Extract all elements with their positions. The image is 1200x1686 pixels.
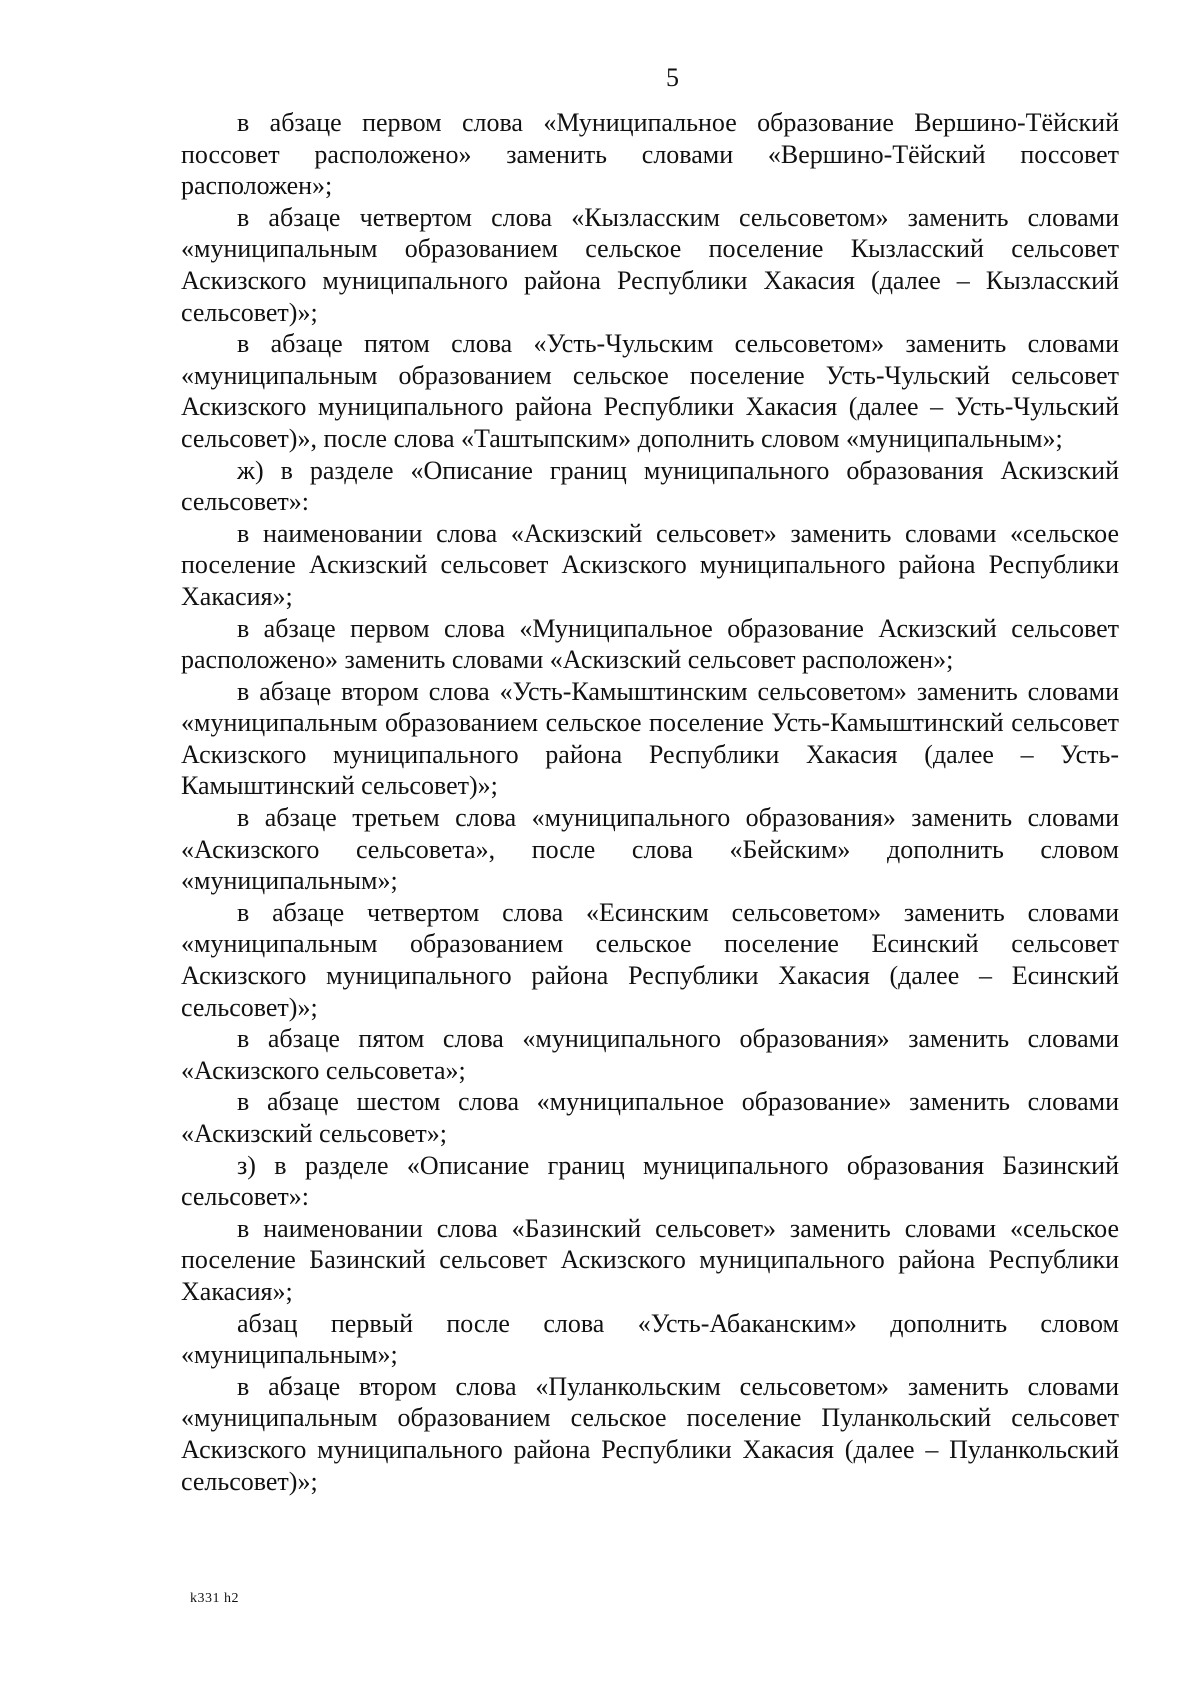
paragraph: в абзаце четвертом слова «Есинским сельсоветом» заменить словами «муниципальным образованием сельское поселение Есинский сельсовет Аскизского муниципального района Республики Хакасия (далее – Есинский сельсовет)»; (181, 897, 1119, 1022)
paragraph: в наименовании слова «Аскизский сельсовет» заменить словами «сельское поселение Аскизский сельсовет Аскизского муниципального района Республики Хакасия»; (181, 518, 1119, 611)
footer-code: k331 h2 (190, 1591, 239, 1606)
section-heading-paragraph: ж) в разделе «Описание границ муниципального образования Аскизский сельсовет»: (181, 455, 1119, 517)
paragraph: в абзаце первом слова «Муниципальное образование Аскизский сельсовет расположено» заменить словами «Аскизский сельсовет расположен»; (181, 613, 1119, 675)
paragraph: в абзаце втором слова «Пуланкольским сельсоветом» заменить словами «муниципальным образованием сельское поселение Пуланкольский сельсовет Аскизского муниципального района Республики Хакасия (далее – Пуланкольский сельсовет)»; (181, 1371, 1119, 1496)
section-heading-paragraph: з) в разделе «Описание границ муниципального образования Базинский сельсовет»: (181, 1150, 1119, 1212)
paragraph: в абзаце третьем слова «муниципального образования» заменить словами «Аскизского сельсовета», после слова «Бейским» дополнить словом «муниципальным»; (181, 803, 1119, 896)
paragraph: в абзаце втором слова «Усть-Камыштинским сельсоветом» заменить словами «муниципальным образованием сельское поселение Усть-Камыштинский сельсовет Аскизского муниципального района Республики Хакасия (далее – Усть-Камыштинский сельсовет)»; (181, 676, 1119, 801)
paragraph: в абзаце первом слова «Муниципальное образование Вершино-Тёйский поссовет расположено» заменить словами «Вершино-Тёйский поссовет расположен»; (181, 108, 1119, 201)
paragraph: в абзаце пятом слова «Усть-Чульским сельсоветом» заменить словами «муниципальным образованием сельское поселение Усть-Чульский сельсовет Аскизского муниципального района Республики Хакасия (далее – Усть-Чульский сельсовет)», после слова «Таштыпским» дополнить словом «муниципальным»; (181, 329, 1119, 453)
paragraph: в абзаце пятом слова «муниципального образования» заменить словами «Аскизского сельсовета»; (181, 1024, 1119, 1085)
paragraph: в наименовании слова «Базинский сельсовет» заменить словами «сельское поселение Базинский сельсовет Аскизского муниципального района Республики Хакасия»; (181, 1213, 1119, 1306)
page-number: 5 (666, 63, 679, 92)
paragraph: в абзаце четвертом слова «Кызласским сельсоветом» заменить словами «муниципальным образованием сельское поселение Кызласский сельсовет Аскизского муниципального района Республики Хакасия (далее – Кызласский сельсовет)»; (181, 202, 1119, 327)
paragraph: абзац первый после слова «Усть-Абаканским» дополнить словом «муниципальным»; (181, 1308, 1119, 1370)
paragraph: в абзаце шестом слова «муниципальное образование» заменить словами «Аскизский сельсовет»; (181, 1087, 1119, 1148)
document-body (181, 107, 1119, 1497)
